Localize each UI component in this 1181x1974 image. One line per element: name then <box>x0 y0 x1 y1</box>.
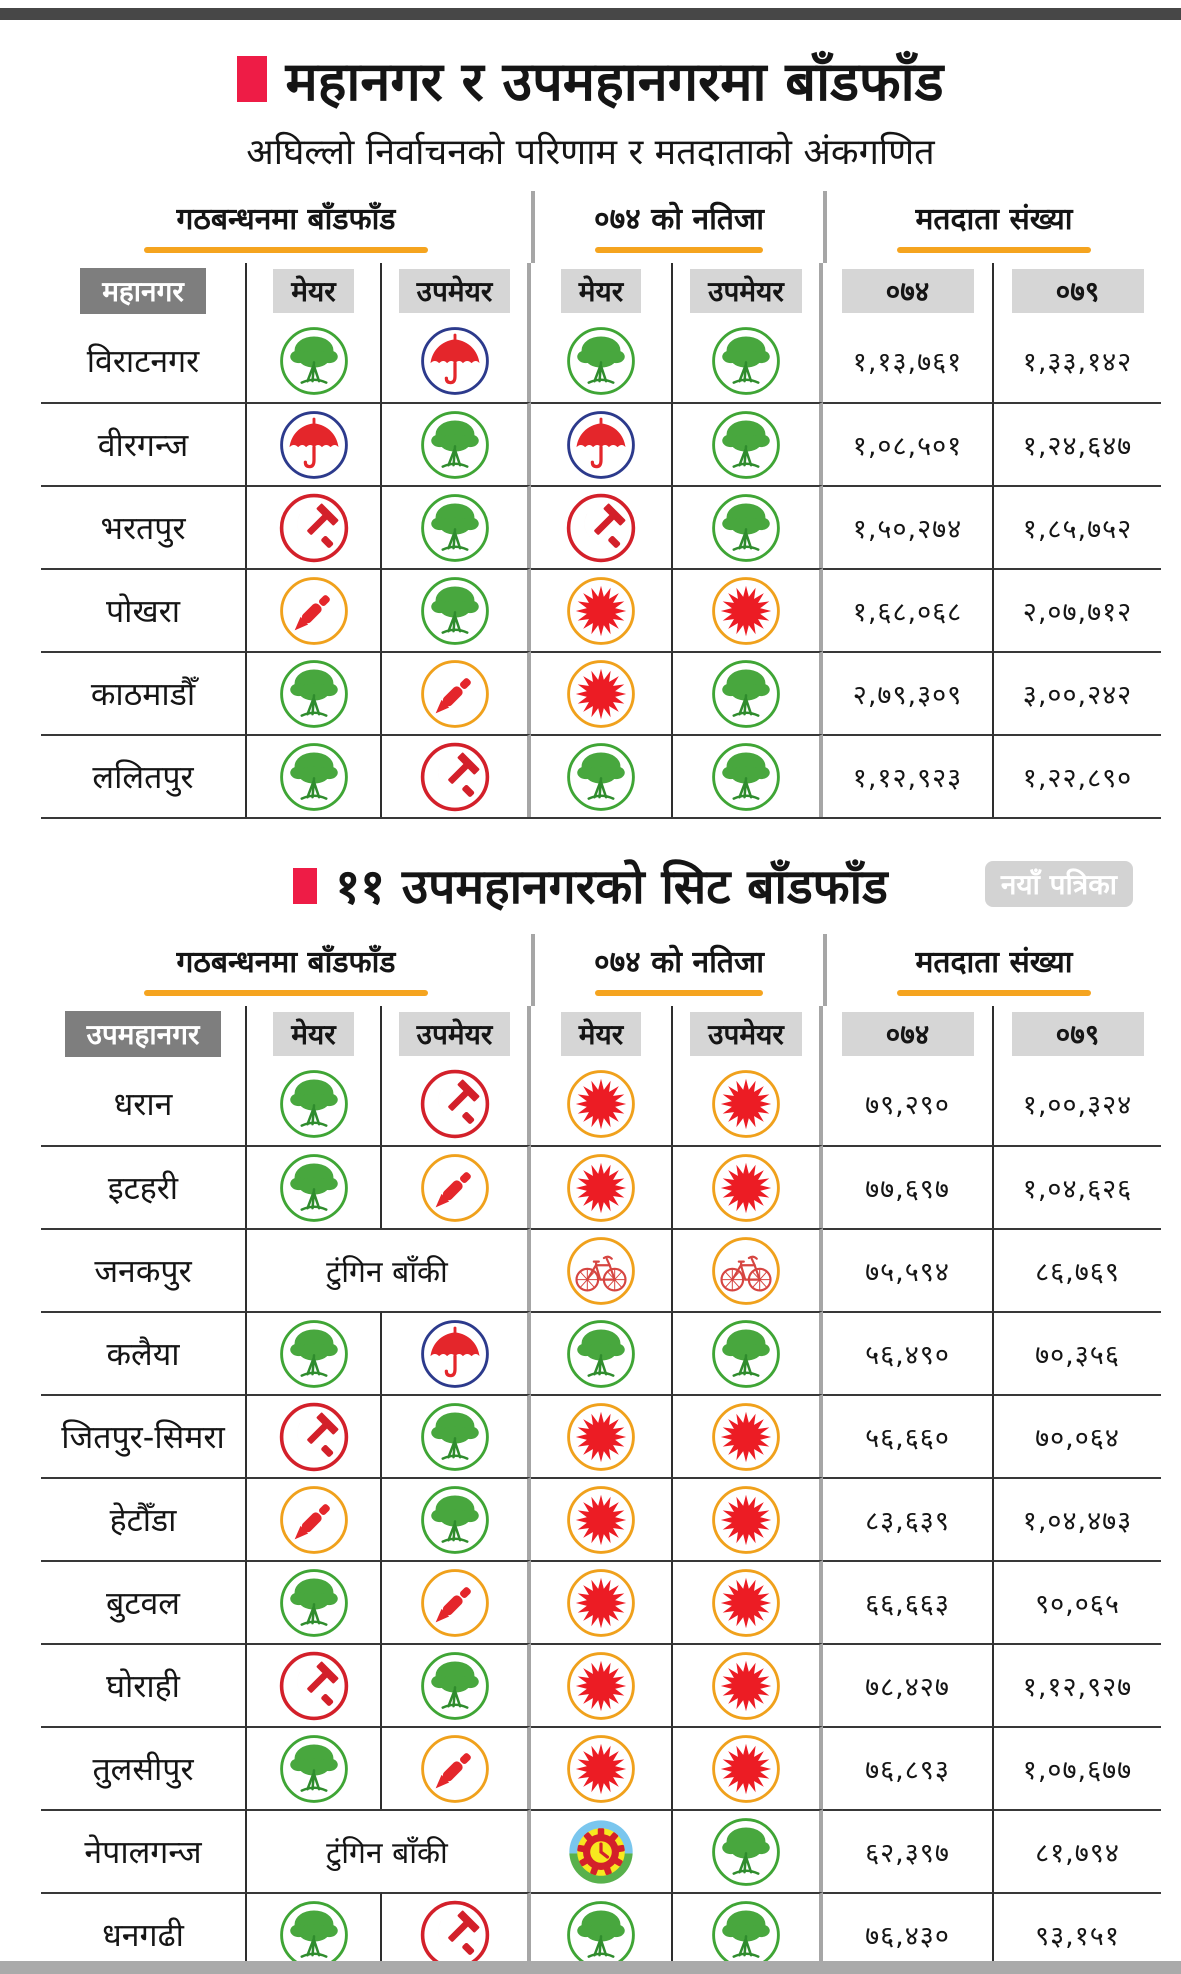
symbol-cell <box>382 1643 531 1726</box>
col-header-submetro: उपमहानगर <box>65 1011 222 1057</box>
voters-header: मतदाता संख्या <box>823 191 1161 263</box>
metro-table <box>41 263 1161 819</box>
symbol-cell <box>531 1643 673 1726</box>
tree-icon <box>278 1899 350 1971</box>
voters-079-cell: ३,००,२४२ <box>994 651 1161 734</box>
col-header-voters-079: ०७९ <box>994 1006 1161 1062</box>
symbol-cell <box>673 734 823 817</box>
tree-icon <box>710 1899 782 1971</box>
city-cell: भरतपुर <box>41 485 247 568</box>
voters-079-cell: ८१,७९४ <box>994 1809 1161 1892</box>
symbol-cell <box>531 402 673 485</box>
symbol-cell <box>382 485 531 568</box>
voters-079-cell: १,२४,६४७ <box>994 402 1161 485</box>
voters-079-cell: १,८५,७५२ <box>994 485 1161 568</box>
umbrella-icon <box>565 409 637 481</box>
col-header-coalition-mayor: मेयर <box>247 263 382 319</box>
bottom-edge-bar <box>0 1961 1181 1974</box>
tree-icon <box>565 1318 637 1390</box>
symbol-cell <box>247 568 382 651</box>
city-cell: विराटनगर <box>41 319 247 402</box>
symbol-cell <box>673 485 823 568</box>
voters-079-cell: १,०४,६२६ <box>994 1145 1161 1228</box>
city-cell: धरान <box>41 1062 247 1145</box>
symbol-cell <box>673 319 823 402</box>
symbol-cell <box>382 1311 531 1394</box>
sun-icon <box>565 1733 637 1805</box>
city-cell: वीरगन्ज <box>41 402 247 485</box>
col-header-voters-079: ०७९ <box>994 263 1161 319</box>
submetro-section-headers <box>41 934 1161 1006</box>
symbol-cell <box>247 1477 382 1560</box>
sun-icon <box>565 1650 637 1722</box>
city-cell: कलैया <box>41 1311 247 1394</box>
fountain-pen-icon <box>278 1484 350 1556</box>
orange-underline <box>595 990 762 996</box>
symbol-cell <box>382 402 531 485</box>
umbrella-icon <box>419 325 491 397</box>
tree-icon <box>710 741 782 813</box>
red-bullet-square <box>293 868 317 904</box>
hammer-sickle-icon <box>278 1650 350 1722</box>
symbol-cell <box>382 319 531 402</box>
symbol-cell <box>531 1228 673 1311</box>
symbol-cell <box>531 319 673 402</box>
tree-icon <box>278 325 350 397</box>
symbol-cell <box>531 1560 673 1643</box>
fountain-pen-icon <box>419 1152 491 1224</box>
symbol-cell <box>673 1311 823 1394</box>
tree-icon <box>419 1484 491 1556</box>
city-cell: जितपुर-सिमरा <box>41 1394 247 1477</box>
city-cell: ललितपुर <box>41 734 247 817</box>
voters-074-cell: १,६८,०६८ <box>823 568 994 651</box>
sun-icon <box>565 1484 637 1556</box>
city-cell: इटहरी <box>41 1145 247 1228</box>
symbol-cell <box>531 1062 673 1145</box>
sun-icon <box>710 1401 782 1473</box>
symbol-cell <box>673 1394 823 1477</box>
symbol-cell <box>382 1394 531 1477</box>
sun-icon <box>565 658 637 730</box>
col-header-voters-074: ०७४ <box>823 263 994 319</box>
voters-074-cell: ५६,६६० <box>823 1394 994 1477</box>
symbol-cell <box>673 1228 823 1311</box>
col-header-coalition-mayor: मेयर <box>247 1006 382 1062</box>
umbrella-icon <box>278 409 350 481</box>
col-header-metro: महानगर <box>80 268 206 314</box>
voters-074-cell: १,५०,२७४ <box>823 485 994 568</box>
tree-icon <box>278 1152 350 1224</box>
voters-074-cell: ७६,८९३ <box>823 1726 994 1809</box>
city-cell: पोखरा <box>41 568 247 651</box>
voters-header: मतदाता संख्या <box>823 934 1161 1006</box>
page-title: महानगर र उपमहानगरमा बाँडफाँड <box>285 50 944 113</box>
tree-icon <box>419 575 491 647</box>
symbol-cell <box>247 1643 382 1726</box>
tree-icon <box>278 1567 350 1639</box>
tree-icon <box>565 741 637 813</box>
hammer-sickle-icon <box>565 492 637 564</box>
symbol-cell <box>531 485 673 568</box>
sun-icon <box>710 1068 782 1140</box>
symbol-cell <box>247 485 382 568</box>
tree-icon <box>710 658 782 730</box>
sun-icon <box>565 1152 637 1224</box>
voters-079-cell: १,१२,९२७ <box>994 1643 1161 1726</box>
sun-icon <box>710 1567 782 1639</box>
city-cell: धनगढी <box>41 1892 247 1974</box>
city-cell: नेपालगन्ज <box>41 1809 247 1892</box>
voters-074-cell: १,१२,९२३ <box>823 734 994 817</box>
voters-074-cell: ७६,४३० <box>823 1892 994 1974</box>
gear-icon <box>565 1816 637 1888</box>
tree-icon <box>278 1318 350 1390</box>
symbol-cell <box>382 734 531 817</box>
main-title-row <box>0 0 1181 116</box>
symbol-cell <box>673 1477 823 1560</box>
bicycle-icon <box>565 1235 637 1307</box>
symbol-cell <box>382 568 531 651</box>
voters-079-cell: ७०,३५६ <box>994 1311 1161 1394</box>
col-header-coalition-deputy: उपमेयर <box>382 263 531 319</box>
umbrella-icon <box>419 1318 491 1390</box>
symbol-cell <box>673 402 823 485</box>
symbol-cell <box>247 1062 382 1145</box>
symbol-cell <box>531 1145 673 1228</box>
voters-074-cell: ६२,३९७ <box>823 1809 994 1892</box>
symbol-cell <box>247 651 382 734</box>
voters-079-cell: १,००,३२४ <box>1022 1090 1133 1121</box>
coalition-header: गठबन्धनमा बाँडफाँड <box>41 191 531 263</box>
symbol-cell <box>531 1809 673 1892</box>
sun-icon <box>710 1152 782 1224</box>
symbol-cell <box>531 1311 673 1394</box>
symbol-cell <box>382 1145 531 1228</box>
symbol-cell <box>673 568 823 651</box>
sun-icon <box>565 1401 637 1473</box>
symbol-cell <box>247 734 382 817</box>
tree-icon <box>565 325 637 397</box>
tree-icon <box>565 1899 637 1971</box>
voters-079-cell: १,०७,६७७ <box>994 1726 1161 1809</box>
tree-icon <box>419 1401 491 1473</box>
newspaper-watermark: नयाँ पत्रिका <box>985 861 1133 907</box>
voters-074-cell: ८३,६३९ <box>823 1477 994 1560</box>
voters-074-cell: २,७९,३०९ <box>823 651 994 734</box>
tree-icon <box>710 492 782 564</box>
city-cell: बुटवल <box>41 1560 247 1643</box>
symbol-cell <box>673 1145 823 1228</box>
symbol-cell <box>531 1726 673 1809</box>
fountain-pen-icon <box>419 1567 491 1639</box>
col-header-voters-074: ०७४ <box>823 1006 994 1062</box>
pending-cell: टुंगिन बाँकी <box>247 1809 531 1892</box>
symbol-cell <box>673 651 823 734</box>
symbol-cell <box>382 651 531 734</box>
voters-079-cell: २,०७,७१२ <box>994 568 1161 651</box>
tree-icon <box>710 409 782 481</box>
symbol-cell <box>247 402 382 485</box>
tree-icon <box>278 1068 350 1140</box>
symbol-cell <box>531 568 673 651</box>
tree-icon <box>419 409 491 481</box>
orange-underline <box>595 247 762 253</box>
symbol-cell <box>382 1062 531 1145</box>
symbol-cell <box>247 1311 382 1394</box>
orange-underline <box>144 990 428 996</box>
result-074-header: ०७४ को नतिजा <box>531 191 823 263</box>
result-074-header: ०७४ को नतिजा <box>531 934 823 1006</box>
symbol-cell <box>382 1726 531 1809</box>
symbol-cell <box>382 1560 531 1643</box>
voters-074-cell: ७८,४२७ <box>823 1643 994 1726</box>
tree-icon <box>419 1650 491 1722</box>
fountain-pen-icon <box>278 575 350 647</box>
symbol-cell <box>247 1145 382 1228</box>
hammer-sickle-icon <box>419 1899 491 1971</box>
hammer-sickle-icon <box>278 492 350 564</box>
orange-underline <box>144 247 428 253</box>
coalition-header: गठबन्धनमा बाँडफाँड <box>41 934 531 1006</box>
second-title: ११ उपमहानगरको सिट बाँडफाँड <box>335 859 888 915</box>
col-header-074-mayor: मेयर <box>531 263 673 319</box>
voters-079-cell: ८६,७६९ <box>994 1228 1161 1311</box>
voters-079-cell: १,०४,४७३ <box>994 1477 1161 1560</box>
sun-icon <box>710 1650 782 1722</box>
tree-icon <box>710 325 782 397</box>
sun-icon <box>565 1068 637 1140</box>
sun-icon <box>710 1733 782 1805</box>
tree-icon <box>710 1318 782 1390</box>
col-header-metro-cell <box>41 263 247 319</box>
fountain-pen-icon <box>419 658 491 730</box>
symbol-cell <box>673 1726 823 1809</box>
voters-079-cell: १,२२,८९० <box>994 734 1161 817</box>
voters-079-cell: १,३३,१४२ <box>1022 347 1133 378</box>
sun-icon <box>565 1567 637 1639</box>
voters-074-cell: ७७,६९७ <box>823 1145 994 1228</box>
pending-cell: टुंगिन बाँकी <box>247 1228 531 1311</box>
tree-icon <box>278 658 350 730</box>
submetro-table <box>41 1006 1161 1974</box>
city-cell: हेटौँडा <box>41 1477 247 1560</box>
voters-074-cell: १,१३,७६१ <box>823 319 994 402</box>
hammer-sickle-icon <box>419 1068 491 1140</box>
second-title-row <box>0 853 1181 918</box>
sun-icon <box>710 1484 782 1556</box>
city-cell: काठमाडौँ <box>41 651 247 734</box>
symbol-cell <box>673 1643 823 1726</box>
bicycle-icon <box>710 1235 782 1307</box>
city-cell: तुलसीपुर <box>41 1726 247 1809</box>
tree-icon <box>419 492 491 564</box>
symbol-cell <box>247 319 382 402</box>
tree-icon <box>710 1816 782 1888</box>
orange-underline <box>897 247 1091 253</box>
hammer-sickle-icon <box>278 1401 350 1473</box>
tree-icon <box>278 741 350 813</box>
sun-icon <box>710 575 782 647</box>
voters-074-cell: ५६,४९० <box>823 1311 994 1394</box>
hammer-sickle-icon <box>419 741 491 813</box>
city-cell: घोराही <box>41 1643 247 1726</box>
voters-079-cell: ९३,१५१ <box>994 1892 1161 1974</box>
fountain-pen-icon <box>419 1733 491 1805</box>
sun-icon <box>565 575 637 647</box>
symbol-cell <box>531 1477 673 1560</box>
symbol-cell <box>247 1394 382 1477</box>
symbol-cell <box>673 1809 823 1892</box>
submetro-section <box>41 934 1161 1974</box>
symbol-cell <box>531 651 673 734</box>
tree-icon <box>278 1733 350 1805</box>
voters-074-cell: ७९,२९० <box>823 1062 994 1145</box>
col-header-coalition-deputy: उपमेयर <box>382 1006 531 1062</box>
symbol-cell <box>247 1726 382 1809</box>
voters-074-cell: ७५,५९४ <box>823 1228 994 1311</box>
orange-underline <box>897 990 1091 996</box>
metro-section-headers <box>41 191 1161 263</box>
city-cell: जनकपुर <box>41 1228 247 1311</box>
voters-079-cell: ७०,०६४ <box>994 1394 1161 1477</box>
symbol-cell <box>247 1560 382 1643</box>
col-header-074-mayor: मेयर <box>531 1006 673 1062</box>
symbol-cell <box>531 1394 673 1477</box>
voters-079-cell: ९०,०६५ <box>994 1560 1161 1643</box>
col-header-submetro-cell <box>41 1006 247 1062</box>
voters-074-cell: ६६,६६३ <box>823 1560 994 1643</box>
col-header-074-deputy: उपमेयर <box>673 263 823 319</box>
voters-074-cell: १,०८,५०१ <box>823 402 994 485</box>
red-bullet-square <box>237 56 267 102</box>
symbol-cell <box>531 734 673 817</box>
col-header-074-deputy: उपमेयर <box>673 1006 823 1062</box>
symbol-cell <box>382 1477 531 1560</box>
symbol-cell <box>673 1560 823 1643</box>
symbol-cell <box>673 1062 823 1145</box>
page-subtitle: अघिल्लो निर्वाचनको परिणाम र मतदाताको अंकगणित <box>246 132 935 173</box>
metro-section <box>41 191 1161 819</box>
